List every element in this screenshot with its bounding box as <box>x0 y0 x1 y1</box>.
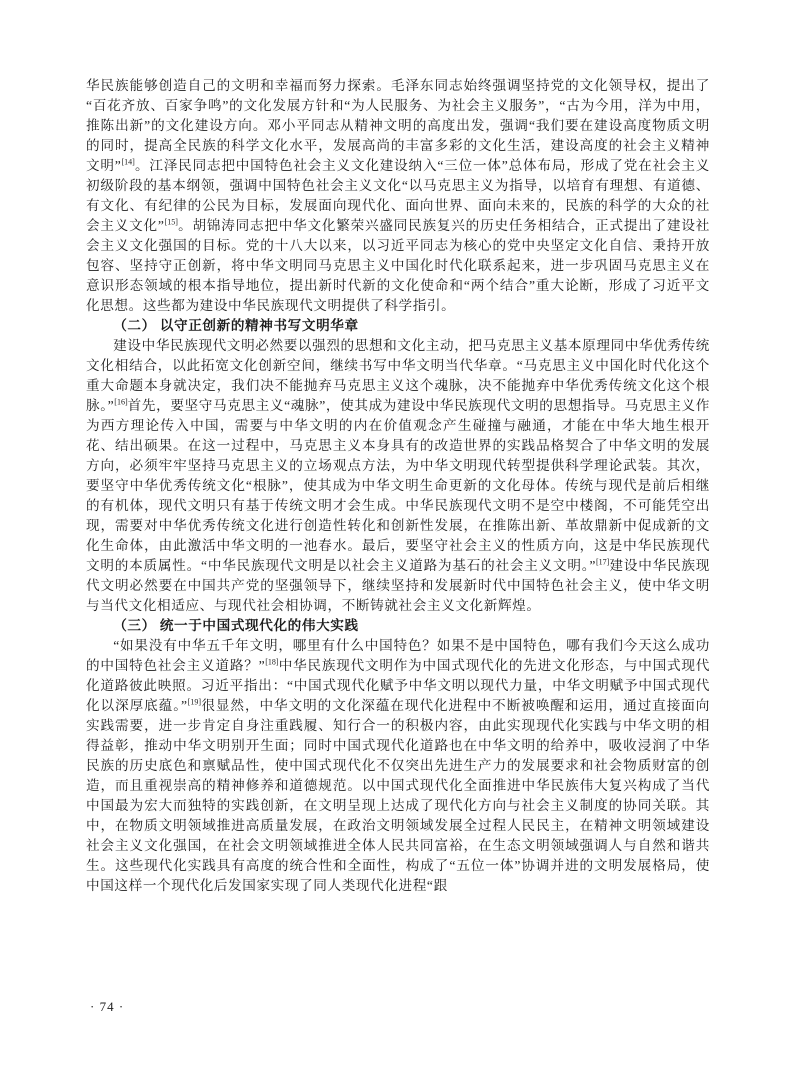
footnote-ref: [19] <box>187 697 201 707</box>
footnote-ref: [15] <box>164 217 178 227</box>
footnote-ref: [17] <box>595 557 610 567</box>
section-heading: （二） 以守正创新的精神书写文明华章 <box>113 318 359 333</box>
body-paragraph: 华民族能够创造自己的文明和幸福而努力探索。毛泽东同志始终强调坚持党的文化领导权，提出了“百花齐放、百家争鸣”的文化发展方针和“为人民服务、为社会主义服务”，“古为今用，洋为中用，推陈出新”的文化建设方向。邓小平同志从精神文明的高度出发，强调“我们要在建设高度物质文明的同时，提高全民族的科学文化水平，发展高尚的丰富多彩的文化生活，建设高度的社会主义精神文明”[14]。江泽民同志把中国特色社会主义文化建设纳入“三位一体”总体布局，形成了党在社会主义初级阶段的基本纲领，强调中国特色社会主义文化“以马克思主义为指导，以培育有理想、有道德、有文化、有纪律的公民为目标，发展面向现代化、面向世界、面向未来的，民族的科学的大众的社会主义文化”[15]。胡锦涛同志把中华文化繁荣兴盛同民族复兴的历史任务相结合，正式提出了建设社会主义文化强国的目标。党的十八大以来，以习近平同志为核心的党中央坚定文化自信、秉持开放包容、坚持守正创新，将中华文明同马克思主义中国化时代化联系起来，进一步巩固马克思主义在意识形态领域的根本指导地位，提出新时代新的文化使命和“两个结合”重大论断，形成了习近平文化思想。这些都为建设中华民族现代文明提供了科学指引。 <box>86 78 711 313</box>
footnote-ref: [14] <box>121 157 135 167</box>
page-number: · 74 · <box>90 999 125 1014</box>
body-paragraph: 建设中华民族现代文明必然要以强烈的思想和文化主动，把马克思主义基本原理同中华优秀传统文化相结合，以此拓宽文化创新空间，继续书写中华文明当代华章。“马克思主义中国化时代化这个重大命题本身就决定，我们决不能抛弃马克思主义这个魂脉，决不能抛弃中华优秀传统文化这个根脉。”[16]首先，要坚守马克思主义“魂脉”，使其成为建设中华民族现代文明的思想指导。马克思主义作为西方理论传入中国，需要与中华文明的内在价值观念产生碰撞与融通，才能在中华大地生根开花、结出硕果。在这一过程中，马克思主义本身具有的改造世界的实践品格契合了中华文明的发展方向，必须牢牢坚持马克思主义的立场观点方法，为中华文明现代转型提供科学理论武装。其次，要坚守中华优秀传统文化“根脉”，使其成为中华文明生命更新的文化母体。传统与现代是前后相继的有机体，现代文明只有基于传统文明才会生成。中华民族现代文明不是空中楼阁，不可能凭空出现，需要对中华优秀传统文化进行创造性转化和创新性发展，在推陈出新、革故鼎新中促成新的文化生命体，由此激活中华文明的一池春水。最后，要坚守社会主义的性质方向，这是中华民族现代文明的本质属性。“中华民族现代文明是以社会主义道路为基石的社会主义文明。”[17]建设中华民族现代文明必然要在中国共产党的坚强领导下，继续坚持和发展新时代中国特色社会主义，使中华文明与当代文化相适应、与现代社会相协调，不断铸就社会主义文化新辉煌。 <box>86 338 710 613</box>
footnote-ref: [16] <box>114 397 128 407</box>
footnote-ref: [18] <box>265 657 279 667</box>
section-heading: （三） 统一于中国式现代化的伟大实践 <box>113 618 359 633</box>
body-paragraph: “如果没有中华五千年文明，哪里有什么中国特色？如果不是中国特色，哪有我们今天这么成功的中国特色社会主义道路？”[18]中华民族现代文明作为中国式现代化的先进文化形态，与中国式现代化道路彼此映照。习近平指出：“中国式现代化赋予中华文明以现代力量，中华文明赋予中国式现代化以深厚底蕴。”[19]很显然，中华文明的文化深蕴在现代化进程中不断被唤醒和运用，通过直接面向实践需要，进一步肯定自身注重践履、知行合一的积极内容，由此实现现代化实践与中华文明的相得益彰，推动中华文明别开生面；同时中国式现代化道路也在中华文明的给养中，吸收浸润了中华民族的历史底色和禀赋品性，使中国式现代化不仅突出先进生产力的发展要求和社会物质财富的创造，而且重视崇高的精神修养和道德规范。以中国式现代化全面推进中华民族伟大复兴构成了当代中国最为宏大而独特的实践创新，在文明呈现上达成了现代化方向与社会主义制度的协同关联。其中，在物质文明领域推进高质量发展，在政治文明领域发展全过程人民民主，在精神文明领域建设社会主义文化强国，在社会文明领域推进全体人民共同富裕，在生态文明领域强调人与自然和谐共生。这些现代化实践具有高度的统合性和全面性，构成了“五位一体”协调并进的文明发展格局，使中国这样一个现代化后发国家实现了同人类现代化进程“跟 <box>86 638 711 893</box>
document-body <box>86 76 710 896</box>
